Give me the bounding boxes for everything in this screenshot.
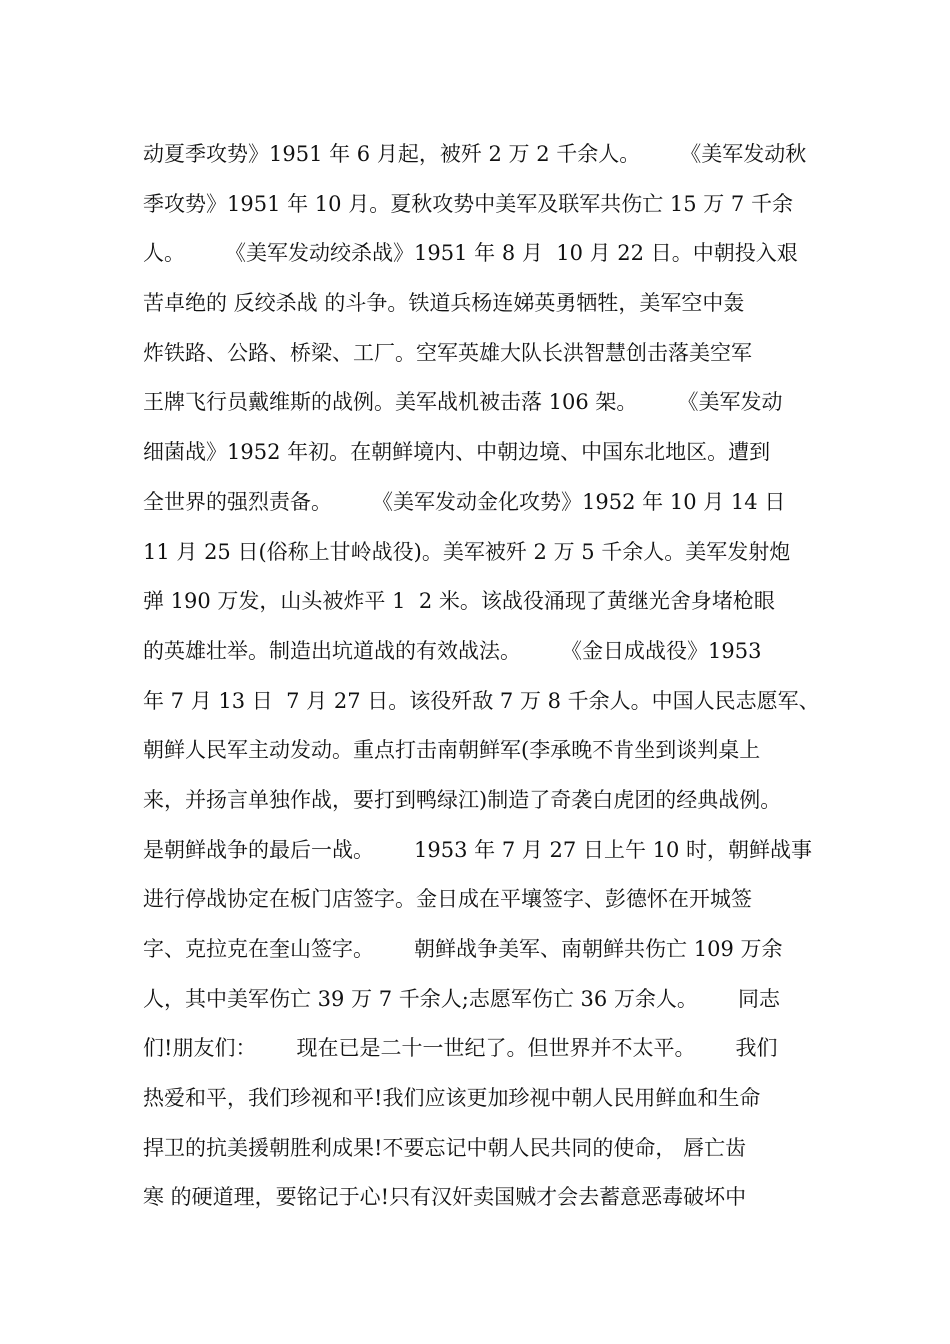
text-line: 来，并扬言单独作战，要打到鸭绿江)制造了奇袭白虎团的经典战例。 — [143, 787, 782, 812]
text-line: 热爱和平，我们珍视和平!我们应该更加珍视中朝人民用鲜血和生命 — [143, 1086, 761, 1111]
text-line: 人。 《美军发动绞杀战》1951 年 8 月 10 月 22 日。中朝投入艰 — [143, 241, 798, 266]
text-line: 弹 190 万发，山头被炸平 1 2 米。该战役涌现了黄继光舍身堵枪眼 — [143, 589, 775, 614]
text-line: 是朝鲜战争的最后一战。 1953 年 7 月 27 日上午 10 时，朝鲜战事 — [143, 837, 813, 862]
text-line: 苦卓绝的 反绞杀战 的斗争。铁道兵杨连娣英勇牺牲，美军空中轰 — [143, 291, 745, 316]
text-line: 年 7 月 13 日 7 月 27 日。该役歼敌 7 万 8 千余人。中国人民志愿军、 — [143, 688, 820, 713]
text-line: 季攻势》1951 年 10 月。夏秋攻势中美军及联军共伤亡 15 万 7 千余 — [143, 191, 793, 216]
text-line: 的英雄壮举。制造出坑道战的有效战法。 《金日成战役》1953 — [143, 638, 762, 663]
text-line: 全世界的强烈责备。 《美军发动金化攻势》1952 年 10 月 14 日 — [143, 489, 786, 514]
text-line: 寒 的硬道理，要铭记于心!只有汉奸卖国贼才会去蓄意恶毒破坏中 — [143, 1185, 747, 1210]
text-line: 人，其中美军伤亡 39 万 7 千余人;志愿军伤亡 36 万余人。 同志 — [143, 986, 780, 1011]
text-line: 动夏季攻势》1951 年 6 月起，被歼 2 万 2 千余人。 《美军发动秋 — [143, 142, 807, 166]
text-line: 字、克拉克在奎山签字。 朝鲜战争美军、南朝鲜共伤亡 109 万余 — [143, 937, 783, 961]
text-line: 细菌战》1952 年初。在朝鲜境内、中朝边境、中国东北地区。遭到 — [143, 440, 771, 465]
text-line: 王牌飞行员戴维斯的战例。美军战机被击落 106 架。 《美军发动 — [143, 390, 783, 415]
body-text — [143, 130, 843, 1223]
text-line: 炸铁路、公路、桥梁、工厂。空军英雄大队长洪智慧创击落美空军 — [143, 340, 752, 365]
text-line: 进行停战协定在板门店签字。金日成在平壤签字、彭德怀在开城签 — [143, 887, 752, 912]
text-line: 捍卫的抗美援朝胜利成果!不要忘记中朝人民共同的使命， 唇亡齿 — [143, 1135, 747, 1160]
text-line: 11 月 25 日(俗称上甘岭战役)。美军被歼 2 万 5 千余人。美军发射炮 — [143, 539, 791, 564]
text-line: 朝鲜人民军主动发动。重点打击南朝鲜军(李承晚不肯坐到谈判桌上 — [143, 738, 761, 763]
text-line: 们!朋友们： 现在已是二十一世纪了。但世界并不太平。 我们 — [143, 1036, 778, 1061]
